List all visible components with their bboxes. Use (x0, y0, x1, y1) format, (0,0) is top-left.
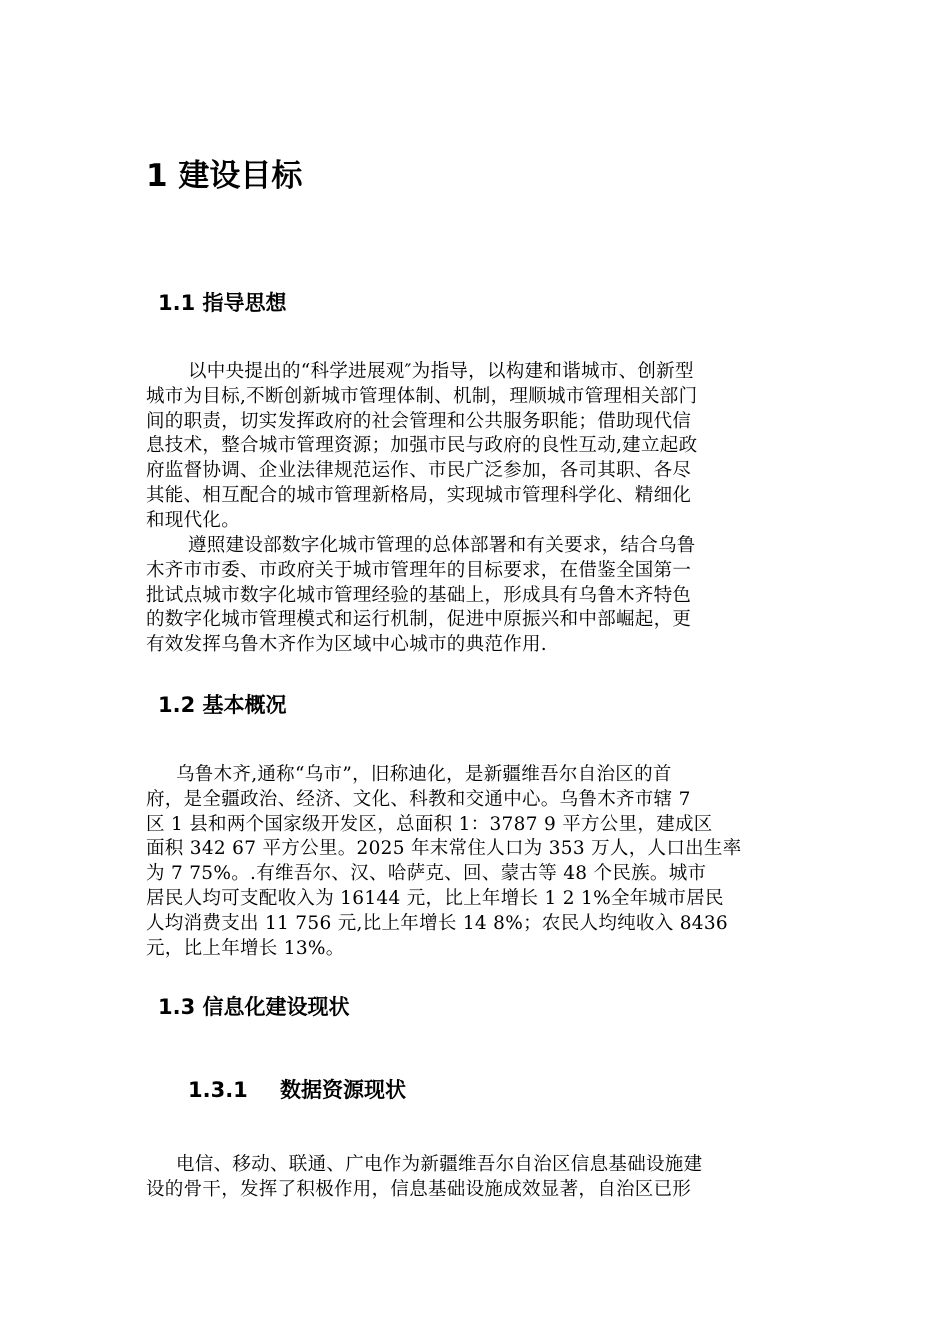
paragraph-guiding-ideology-2 (146, 534, 806, 658)
paragraph-line: 批试点城市数字化城市管理经验的基础上，形成具有乌鲁木齐特色 (146, 584, 692, 606)
paragraph-line: 人均消费支出 11 756 元,比上年增长 14 8%；农民人均纯收入 8436 (146, 912, 728, 934)
subsection-number: 1.3.1 (188, 1078, 248, 1102)
paragraph-line: 的数字化城市管理模式和运行机制，促进中原振兴和中部崛起，更 (146, 609, 692, 631)
paragraph-line: 城市为目标,不断创新城市管理体制、机制，理顺城市管理相关部门 (146, 385, 698, 407)
chapter-title: 1 建设目标 (146, 158, 303, 194)
subsection-heading-1-3-1 (188, 1075, 406, 1105)
paragraph-line: 和现代化。 (146, 509, 241, 531)
paragraph-data-resources (146, 1153, 806, 1203)
paragraph-line: 府，是全疆政治、经济、文化、科教和交通中心。乌鲁木齐市辖 7 (146, 788, 691, 810)
paragraph-line: 元，比上年增长 13%。 (146, 937, 345, 959)
paragraph-line: 乌鲁木齐,通称“乌市”，旧称迪化，是新疆维吾尔自治区的首 (176, 764, 672, 785)
paragraph-line: 息技术，整合城市管理资源；加强市民与政府的良性互动,建立起政 (146, 435, 698, 457)
section-heading-1-1: 1.1 指导思想 (158, 291, 287, 315)
paragraph-guiding-ideology-1 (146, 360, 806, 534)
paragraph-basic-overview (146, 763, 806, 961)
paragraph-line: 设的骨干，发挥了积极作用，信息基础设施成效显著，自治区已形 (146, 1178, 692, 1200)
paragraph-line: 木齐市市委、市政府关于城市管理年的目标要求，在借鉴全国第一 (146, 559, 692, 581)
paragraph-line: 电信、移动、联通、广电作为新疆维吾尔自治区信息基础设施建 (176, 1154, 703, 1175)
section-heading-1-3: 1.3 信息化建设现状 (158, 995, 350, 1019)
paragraph-line: 府监督协调、企业法律规范运作、市民广泛参加，各司其职、各尽 (146, 460, 692, 482)
paragraph-line: 间的职责，切实发挥政府的社会管理和公共服务职能；借助现代信 (146, 410, 692, 432)
paragraph-line: 区 1 县和两个国家级开发区，总面积 1：3787 9 平方公里，建成区 (146, 813, 713, 835)
paragraph-line: 有效发挥乌鲁木齐作为区域中心城市的典范作用. (146, 634, 547, 656)
paragraph-line: 以中央提出的“科学进展观″为指导，以构建和谐城市、创新型 (188, 361, 694, 382)
subsection-title: 数据资源现状 (280, 1078, 406, 1102)
paragraph-line: 面积 342 67 平方公里。2025 年末常住人口为 353 万人，人口出生率 (146, 838, 742, 860)
paragraph-line: 为 7 75%。.有维吾尔、汉、哈萨克、回、蒙古等 48 个民族。城市 (146, 863, 707, 885)
section-heading-1-2: 1.2 基本概况 (158, 693, 287, 717)
paragraph-line: 遵照建设部数字化城市管理的总体部署和有关要求，结合乌鲁 (188, 535, 696, 556)
paragraph-line: 其能、相互配合的城市管理新格局，实现城市管理科学化、精细化 (146, 484, 692, 506)
paragraph-line: 居民人均可支配收入为 16144 元，比上年增长 1 2 1%全年城市居民 (146, 887, 724, 909)
